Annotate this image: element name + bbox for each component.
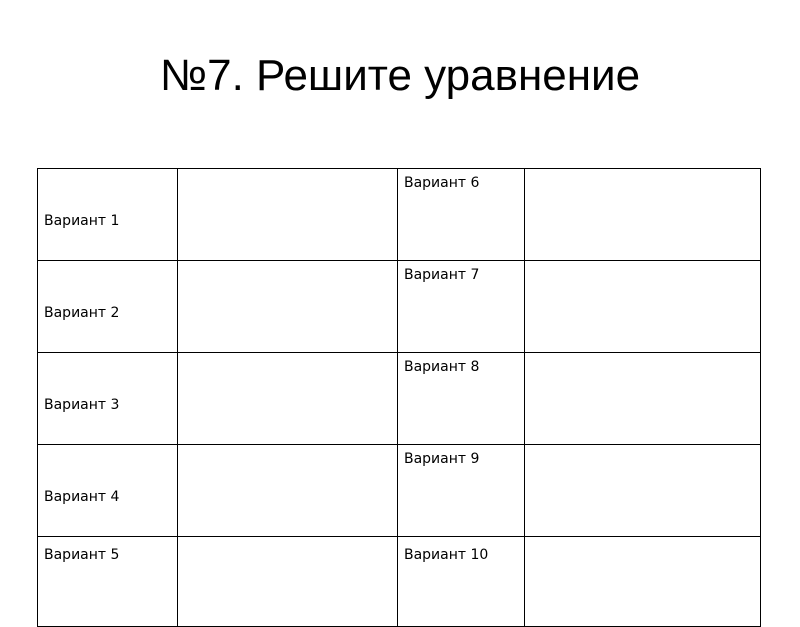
answer-cell [525,169,761,261]
variant-label: Вариант 2 [44,304,120,321]
answer-cell [525,353,761,445]
variant-label: Вариант 9 [403,451,480,467]
variant-label: Вариант 6 [403,175,480,191]
table-row [38,169,761,261]
variant-label-cell [397,353,524,445]
answer-cell [525,261,761,353]
table-row [38,445,761,537]
variant-label-cell [38,445,178,537]
variant-label: Вариант 4 [44,488,120,505]
variant-label: Вариант 8 [403,359,480,375]
variant-label-cell [38,537,178,627]
answer-cell [178,169,398,261]
answer-cell [178,353,398,445]
answer-cell [178,445,398,537]
table-row [38,353,761,445]
variant-label: Вариант 1 [44,212,120,229]
variant-label: Вариант 3 [44,396,120,413]
table-row [38,261,761,353]
answer-cell [525,537,761,627]
variant-label-cell [397,169,524,261]
variants-table [37,168,761,627]
answer-cell [178,537,398,627]
slide-title: №7. Решите уравнение [159,51,641,100]
answer-cell [525,445,761,537]
variant-label: Вариант 5 [44,547,120,563]
variant-label-cell [38,261,178,353]
variant-label-cell [397,261,524,353]
variant-label: Вариант 10 [403,547,489,563]
table-row [38,537,761,627]
variant-label-cell [38,353,178,445]
variant-label-cell [397,537,524,627]
variant-label: Вариант 7 [403,267,480,283]
answer-cell [178,261,398,353]
variant-label-cell [38,169,178,261]
variant-label-cell [397,445,524,537]
